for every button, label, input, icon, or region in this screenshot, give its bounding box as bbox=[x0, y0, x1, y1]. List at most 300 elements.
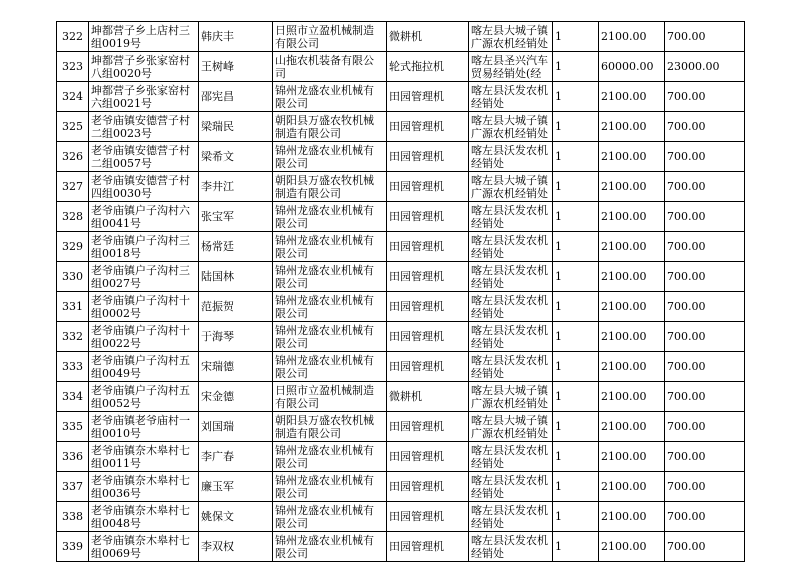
subsidy-cell-text: 700.00 bbox=[667, 180, 706, 193]
manufacturer-cell bbox=[273, 292, 387, 322]
manufacturer-cell bbox=[273, 262, 387, 292]
row-number bbox=[57, 382, 89, 412]
dealer-cell bbox=[469, 232, 553, 262]
address-cell-text: 老爷庙镇户子沟村三组0027号 bbox=[91, 263, 190, 290]
row-number-text: 333 bbox=[62, 360, 83, 373]
address-cell-text: 老爷庙镇奈木皋村七组0069号 bbox=[91, 533, 190, 560]
manufacturer-cell bbox=[273, 82, 387, 112]
buyer-name-cell-text: 李井江 bbox=[201, 180, 234, 193]
manufacturer-cell-text: 锦州龙盛农业机械有限公司 bbox=[275, 473, 374, 500]
price-cell-text: 2100.00 bbox=[601, 210, 647, 223]
subsidy-cell-text: 700.00 bbox=[667, 540, 706, 553]
row-number-text: 327 bbox=[62, 180, 83, 193]
buyer-name-cell-text: 李广春 bbox=[201, 450, 234, 463]
manufacturer-cell bbox=[273, 22, 387, 52]
price-cell-text: 2100.00 bbox=[601, 30, 647, 43]
row-number bbox=[57, 172, 89, 202]
dealer-cell-text: 喀左县沃发农机经销处 bbox=[471, 263, 548, 290]
address-cell-text: 坤都营子乡上店村三组0019号 bbox=[91, 23, 190, 50]
machine-type-cell bbox=[387, 382, 469, 412]
manufacturer-cell bbox=[273, 412, 387, 442]
machine-type-cell bbox=[387, 172, 469, 202]
price-cell-text: 2100.00 bbox=[601, 480, 647, 493]
row-number-text: 330 bbox=[62, 270, 83, 283]
address-cell bbox=[89, 82, 199, 112]
machine-type-cell-text: 田园管理机 bbox=[389, 360, 444, 373]
quantity-cell bbox=[553, 112, 599, 142]
buyer-name-cell bbox=[199, 292, 273, 322]
quantity-cell-text: 1 bbox=[555, 60, 562, 73]
quantity-cell bbox=[553, 82, 599, 112]
machine-type-cell bbox=[387, 472, 469, 502]
quantity-cell bbox=[553, 502, 599, 532]
buyer-name-cell-text: 陆国林 bbox=[201, 270, 234, 283]
table-row bbox=[57, 202, 745, 232]
price-cell-text: 2100.00 bbox=[601, 90, 647, 103]
quantity-cell-text: 1 bbox=[555, 540, 562, 553]
manufacturer-cell-text: 锦州龙盛农业机械有限公司 bbox=[275, 143, 374, 170]
quantity-cell bbox=[553, 352, 599, 382]
subsidy-cell bbox=[665, 322, 745, 352]
machine-type-cell bbox=[387, 142, 469, 172]
buyer-name-cell bbox=[199, 172, 273, 202]
address-cell bbox=[89, 172, 199, 202]
quantity-cell-text: 1 bbox=[555, 390, 562, 403]
manufacturer-cell bbox=[273, 382, 387, 412]
dealer-cell-text: 喀左县大城子镇广源农机经销处 bbox=[471, 23, 548, 50]
price-cell bbox=[599, 112, 665, 142]
address-cell-text: 老爷庙镇奈木皋村七组0048号 bbox=[91, 503, 190, 530]
dealer-cell bbox=[469, 442, 553, 472]
subsidy-cell-text: 700.00 bbox=[667, 90, 706, 103]
buyer-name-cell bbox=[199, 502, 273, 532]
price-cell bbox=[599, 262, 665, 292]
row-number-text: 337 bbox=[62, 480, 83, 493]
quantity-cell-text: 1 bbox=[555, 450, 562, 463]
quantity-cell bbox=[553, 172, 599, 202]
row-number-text: 336 bbox=[62, 450, 83, 463]
manufacturer-cell-text: 日照市立盈机械制造有限公司 bbox=[275, 383, 374, 410]
price-cell bbox=[599, 82, 665, 112]
row-number bbox=[57, 412, 89, 442]
row-number-text: 335 bbox=[62, 420, 83, 433]
buyer-name-cell bbox=[199, 22, 273, 52]
price-cell bbox=[599, 142, 665, 172]
quantity-cell bbox=[553, 532, 599, 562]
machine-type-cell bbox=[387, 202, 469, 232]
table-row bbox=[57, 52, 745, 82]
row-number-text: 323 bbox=[62, 60, 83, 73]
buyer-name-cell bbox=[199, 382, 273, 412]
table-row bbox=[57, 322, 745, 352]
buyer-name-cell bbox=[199, 322, 273, 352]
manufacturer-cell-text: 锦州龙盛农业机械有限公司 bbox=[275, 533, 374, 560]
address-cell-text: 老爷庙镇安德营子村二组0023号 bbox=[91, 113, 190, 140]
dealer-cell-text: 喀左县沃发农机经销处 bbox=[471, 503, 548, 530]
subsidy-cell-text: 23000.00 bbox=[667, 60, 720, 73]
manufacturer-cell-text: 锦州龙盛农业机械有限公司 bbox=[275, 293, 374, 320]
machine-type-cell bbox=[387, 232, 469, 262]
quantity-cell-text: 1 bbox=[555, 210, 562, 223]
manufacturer-cell-text: 锦州龙盛农业机械有限公司 bbox=[275, 353, 374, 380]
dealer-cell bbox=[469, 52, 553, 82]
price-cell-text: 2100.00 bbox=[601, 150, 647, 163]
quantity-cell-text: 1 bbox=[555, 420, 562, 433]
subsidy-cell bbox=[665, 532, 745, 562]
machine-type-cell-text: 田园管理机 bbox=[389, 300, 444, 313]
subsidy-cell-text: 700.00 bbox=[667, 120, 706, 133]
address-cell bbox=[89, 202, 199, 232]
quantity-cell bbox=[553, 262, 599, 292]
machine-type-cell-text: 田园管理机 bbox=[389, 150, 444, 163]
quantity-cell-text: 1 bbox=[555, 180, 562, 193]
subsidy-cell bbox=[665, 112, 745, 142]
manufacturer-cell bbox=[273, 202, 387, 232]
dealer-cell bbox=[469, 112, 553, 142]
price-cell bbox=[599, 532, 665, 562]
subsidy-cell-text: 700.00 bbox=[667, 510, 706, 523]
dealer-cell-text: 喀左县沃发农机经销处 bbox=[471, 443, 548, 470]
subsidy-cell bbox=[665, 82, 745, 112]
subsidy-cell bbox=[665, 232, 745, 262]
manufacturer-cell bbox=[273, 142, 387, 172]
buyer-name-cell bbox=[199, 532, 273, 562]
buyer-name-cell-text: 杨常廷 bbox=[201, 240, 234, 253]
table-row bbox=[57, 412, 745, 442]
machine-type-cell-text: 田园管理机 bbox=[389, 180, 444, 193]
row-number bbox=[57, 292, 89, 322]
quantity-cell bbox=[553, 412, 599, 442]
buyer-name-cell-text: 宋瑞德 bbox=[201, 360, 234, 373]
subsidy-cell-text: 700.00 bbox=[667, 330, 706, 343]
address-cell-text: 老爷庙镇户子沟村五组0052号 bbox=[91, 383, 190, 410]
row-number bbox=[57, 82, 89, 112]
dealer-cell-text: 喀左县大城子镇广源农机经销处 bbox=[471, 383, 548, 410]
quantity-cell-text: 1 bbox=[555, 240, 562, 253]
table-row bbox=[57, 472, 745, 502]
table-row bbox=[57, 382, 745, 412]
subsidy-cell bbox=[665, 52, 745, 82]
address-cell bbox=[89, 502, 199, 532]
table-row bbox=[57, 82, 745, 112]
machine-type-cell bbox=[387, 22, 469, 52]
price-cell-text: 2100.00 bbox=[601, 270, 647, 283]
buyer-name-cell-text: 姚保文 bbox=[201, 510, 234, 523]
machine-type-cell-text: 田园管理机 bbox=[389, 450, 444, 463]
buyer-name-cell-text: 邵宪昌 bbox=[201, 90, 234, 103]
manufacturer-cell bbox=[273, 172, 387, 202]
subsidy-cell-text: 700.00 bbox=[667, 210, 706, 223]
manufacturer-cell-text: 朝阳县万盛农牧机械制造有限公司 bbox=[275, 413, 374, 440]
dealer-cell bbox=[469, 352, 553, 382]
buyer-name-cell-text: 梁瑞民 bbox=[201, 120, 234, 133]
machine-type-cell bbox=[387, 82, 469, 112]
machine-type-cell-text: 田园管理机 bbox=[389, 540, 444, 553]
price-cell bbox=[599, 412, 665, 442]
manufacturer-cell-text: 朝阳县万盛农牧机械制造有限公司 bbox=[275, 113, 374, 140]
address-cell-text: 坤都营子乡张家窑村六组0021号 bbox=[91, 83, 190, 110]
row-number-text: 325 bbox=[62, 120, 83, 133]
dealer-cell bbox=[469, 172, 553, 202]
buyer-name-cell bbox=[199, 472, 273, 502]
machine-type-cell-text: 田园管理机 bbox=[389, 330, 444, 343]
buyer-name-cell bbox=[199, 52, 273, 82]
row-number-text: 338 bbox=[62, 510, 83, 523]
row-number bbox=[57, 352, 89, 382]
buyer-name-cell bbox=[199, 142, 273, 172]
subsidy-cell-text: 700.00 bbox=[667, 450, 706, 463]
subsidy-cell-text: 700.00 bbox=[667, 150, 706, 163]
subsidy-cell-text: 700.00 bbox=[667, 270, 706, 283]
manufacturer-cell-text: 锦州龙盛农业机械有限公司 bbox=[275, 233, 374, 260]
machine-type-cell bbox=[387, 262, 469, 292]
machine-type-cell-text: 田园管理机 bbox=[389, 240, 444, 253]
row-number bbox=[57, 142, 89, 172]
buyer-name-cell bbox=[199, 202, 273, 232]
row-number bbox=[57, 532, 89, 562]
buyer-name-cell-text: 范振贺 bbox=[201, 300, 234, 313]
subsidy-cell bbox=[665, 472, 745, 502]
address-cell-text: 老爷庙镇安德营子村四组0030号 bbox=[91, 173, 190, 200]
row-number bbox=[57, 322, 89, 352]
quantity-cell-text: 1 bbox=[555, 360, 562, 373]
machine-type-cell bbox=[387, 532, 469, 562]
dealer-cell bbox=[469, 532, 553, 562]
buyer-name-cell-text: 宋金德 bbox=[201, 390, 234, 403]
row-number bbox=[57, 202, 89, 232]
price-cell bbox=[599, 352, 665, 382]
manufacturer-cell bbox=[273, 232, 387, 262]
row-number-text: 329 bbox=[62, 240, 83, 253]
manufacturer-cell-text: 山拖农机装备有限公司 bbox=[275, 53, 374, 80]
quantity-cell-text: 1 bbox=[555, 300, 562, 313]
dealer-cell-text: 喀左县沃发农机经销处 bbox=[471, 83, 548, 110]
price-cell bbox=[599, 382, 665, 412]
row-number-text: 326 bbox=[62, 150, 83, 163]
quantity-cell bbox=[553, 472, 599, 502]
row-number-text: 332 bbox=[62, 330, 83, 343]
price-cell-text: 2100.00 bbox=[601, 540, 647, 553]
price-cell bbox=[599, 22, 665, 52]
price-cell-text: 2100.00 bbox=[601, 120, 647, 133]
quantity-cell-text: 1 bbox=[555, 150, 562, 163]
address-cell-text: 老爷庙镇老爷庙村一组0010号 bbox=[91, 413, 190, 440]
buyer-name-cell bbox=[199, 232, 273, 262]
machine-type-cell bbox=[387, 322, 469, 352]
subsidy-cell bbox=[665, 292, 745, 322]
row-number bbox=[57, 232, 89, 262]
buyer-name-cell bbox=[199, 82, 273, 112]
subsidy-cell bbox=[665, 352, 745, 382]
machine-type-cell-text: 微耕机 bbox=[389, 390, 422, 403]
quantity-cell-text: 1 bbox=[555, 510, 562, 523]
manufacturer-cell-text: 锦州龙盛农业机械有限公司 bbox=[275, 83, 374, 110]
quantity-cell bbox=[553, 52, 599, 82]
dealer-cell-text: 喀左县圣兴汽车贸易经销处(经 bbox=[471, 53, 548, 80]
row-number-text: 322 bbox=[62, 30, 83, 43]
price-cell bbox=[599, 172, 665, 202]
subsidy-cell bbox=[665, 502, 745, 532]
dealer-cell bbox=[469, 202, 553, 232]
quantity-cell-text: 1 bbox=[555, 270, 562, 283]
row-number bbox=[57, 442, 89, 472]
row-number bbox=[57, 262, 89, 292]
table-row bbox=[57, 172, 745, 202]
row-number-text: 339 bbox=[62, 540, 83, 553]
row-number-text: 328 bbox=[62, 210, 83, 223]
table-row bbox=[57, 112, 745, 142]
row-number-text: 324 bbox=[62, 90, 83, 103]
buyer-name-cell-text: 刘国瑞 bbox=[201, 420, 234, 433]
quantity-cell bbox=[553, 442, 599, 472]
buyer-name-cell bbox=[199, 352, 273, 382]
quantity-cell bbox=[553, 142, 599, 172]
machine-type-cell bbox=[387, 352, 469, 382]
table-row bbox=[57, 532, 745, 562]
machine-type-cell bbox=[387, 292, 469, 322]
price-cell-text: 2100.00 bbox=[601, 360, 647, 373]
address-cell bbox=[89, 292, 199, 322]
machine-type-cell bbox=[387, 502, 469, 532]
manufacturer-cell-text: 锦州龙盛农业机械有限公司 bbox=[275, 263, 374, 290]
machine-type-cell-text: 田园管理机 bbox=[389, 210, 444, 223]
price-cell-text: 2100.00 bbox=[601, 510, 647, 523]
address-cell-text: 老爷庙镇安德营子村二组0057号 bbox=[91, 143, 190, 170]
row-number bbox=[57, 472, 89, 502]
table-row bbox=[57, 142, 745, 172]
quantity-cell bbox=[553, 322, 599, 352]
subsidy-cell bbox=[665, 172, 745, 202]
price-cell-text: 2100.00 bbox=[601, 390, 647, 403]
price-cell bbox=[599, 52, 665, 82]
subsidy-cell bbox=[665, 22, 745, 52]
row-number bbox=[57, 22, 89, 52]
price-cell bbox=[599, 292, 665, 322]
subsidy-table bbox=[56, 21, 745, 562]
dealer-cell bbox=[469, 22, 553, 52]
address-cell-text: 坤都营子乡张家窑村八组0020号 bbox=[91, 53, 190, 80]
subsidy-cell bbox=[665, 442, 745, 472]
price-cell-text: 2100.00 bbox=[601, 180, 647, 193]
price-cell bbox=[599, 232, 665, 262]
row-number-text: 334 bbox=[62, 390, 83, 403]
buyer-name-cell bbox=[199, 112, 273, 142]
quantity-cell bbox=[553, 292, 599, 322]
buyer-name-cell-text: 李双权 bbox=[201, 540, 234, 553]
dealer-cell-text: 喀左县沃发农机经销处 bbox=[471, 533, 548, 560]
manufacturer-cell-text: 锦州龙盛农业机械有限公司 bbox=[275, 443, 374, 470]
row-number bbox=[57, 112, 89, 142]
manufacturer-cell-text: 日照市立盈机械制造有限公司 bbox=[275, 23, 374, 50]
quantity-cell bbox=[553, 22, 599, 52]
address-cell bbox=[89, 22, 199, 52]
dealer-cell-text: 喀左县大城子镇广源农机经销处 bbox=[471, 413, 548, 440]
manufacturer-cell bbox=[273, 502, 387, 532]
address-cell bbox=[89, 142, 199, 172]
price-cell-text: 60000.00 bbox=[601, 60, 654, 73]
quantity-cell-text: 1 bbox=[555, 30, 562, 43]
quantity-cell bbox=[553, 232, 599, 262]
dealer-cell bbox=[469, 502, 553, 532]
address-cell bbox=[89, 412, 199, 442]
manufacturer-cell bbox=[273, 442, 387, 472]
manufacturer-cell bbox=[273, 472, 387, 502]
buyer-name-cell bbox=[199, 262, 273, 292]
machine-type-cell bbox=[387, 112, 469, 142]
price-cell bbox=[599, 322, 665, 352]
table-row bbox=[57, 292, 745, 322]
machine-type-cell bbox=[387, 442, 469, 472]
price-cell bbox=[599, 472, 665, 502]
subsidy-cell-text: 700.00 bbox=[667, 300, 706, 313]
table-row bbox=[57, 502, 745, 532]
quantity-cell-text: 1 bbox=[555, 90, 562, 103]
machine-type-cell-text: 田园管理机 bbox=[389, 420, 444, 433]
price-cell bbox=[599, 442, 665, 472]
dealer-cell bbox=[469, 292, 553, 322]
address-cell bbox=[89, 52, 199, 82]
address-cell bbox=[89, 262, 199, 292]
dealer-cell bbox=[469, 472, 553, 502]
quantity-cell-text: 1 bbox=[555, 330, 562, 343]
manufacturer-cell-text: 朝阳县万盛农牧机械制造有限公司 bbox=[275, 173, 374, 200]
subsidy-cell-text: 700.00 bbox=[667, 390, 706, 403]
buyer-name-cell-text: 王树峰 bbox=[201, 60, 234, 73]
row-number-text: 331 bbox=[62, 300, 83, 313]
subsidy-cell bbox=[665, 412, 745, 442]
table-row bbox=[57, 442, 745, 472]
manufacturer-cell bbox=[273, 322, 387, 352]
dealer-cell-text: 喀左县沃发农机经销处 bbox=[471, 293, 548, 320]
quantity-cell-text: 1 bbox=[555, 480, 562, 493]
address-cell bbox=[89, 472, 199, 502]
row-number bbox=[57, 502, 89, 532]
price-cell-text: 2100.00 bbox=[601, 330, 647, 343]
address-cell-text: 老爷庙镇奈木皋村七组0011号 bbox=[91, 443, 190, 470]
manufacturer-cell bbox=[273, 52, 387, 82]
buyer-name-cell-text: 韩庆丰 bbox=[201, 30, 234, 43]
subsidy-cell bbox=[665, 202, 745, 232]
address-cell bbox=[89, 322, 199, 352]
dealer-cell-text: 喀左县沃发农机经销处 bbox=[471, 323, 548, 350]
machine-type-cell bbox=[387, 412, 469, 442]
address-cell-text: 老爷庙镇户子沟村三组0018号 bbox=[91, 233, 190, 260]
dealer-cell-text: 喀左县沃发农机经销处 bbox=[471, 143, 548, 170]
address-cell-text: 老爷庙镇奈木皋村七组0036号 bbox=[91, 473, 190, 500]
dealer-cell bbox=[469, 262, 553, 292]
price-cell bbox=[599, 502, 665, 532]
table-row bbox=[57, 352, 745, 382]
table-body bbox=[57, 22, 745, 562]
buyer-name-cell-text: 张宝军 bbox=[201, 210, 234, 223]
buyer-name-cell-text: 廉玉军 bbox=[201, 480, 234, 493]
dealer-cell-text: 喀左县沃发农机经销处 bbox=[471, 203, 548, 230]
dealer-cell bbox=[469, 322, 553, 352]
price-cell-text: 2100.00 bbox=[601, 450, 647, 463]
subsidy-cell bbox=[665, 382, 745, 412]
subsidy-cell-text: 700.00 bbox=[667, 480, 706, 493]
subsidy-cell bbox=[665, 262, 745, 292]
price-cell-text: 2100.00 bbox=[601, 240, 647, 253]
dealer-cell-text: 喀左县沃发农机经销处 bbox=[471, 353, 548, 380]
dealer-cell bbox=[469, 412, 553, 442]
machine-type-cell-text: 微耕机 bbox=[389, 30, 422, 43]
manufacturer-cell-text: 锦州龙盛农业机械有限公司 bbox=[275, 323, 374, 350]
dealer-cell-text: 喀左县沃发农机经销处 bbox=[471, 233, 548, 260]
table-row bbox=[57, 262, 745, 292]
buyer-name-cell-text: 梁希文 bbox=[201, 150, 234, 163]
dealer-cell-text: 喀左县大城子镇广源农机经销处 bbox=[471, 113, 548, 140]
